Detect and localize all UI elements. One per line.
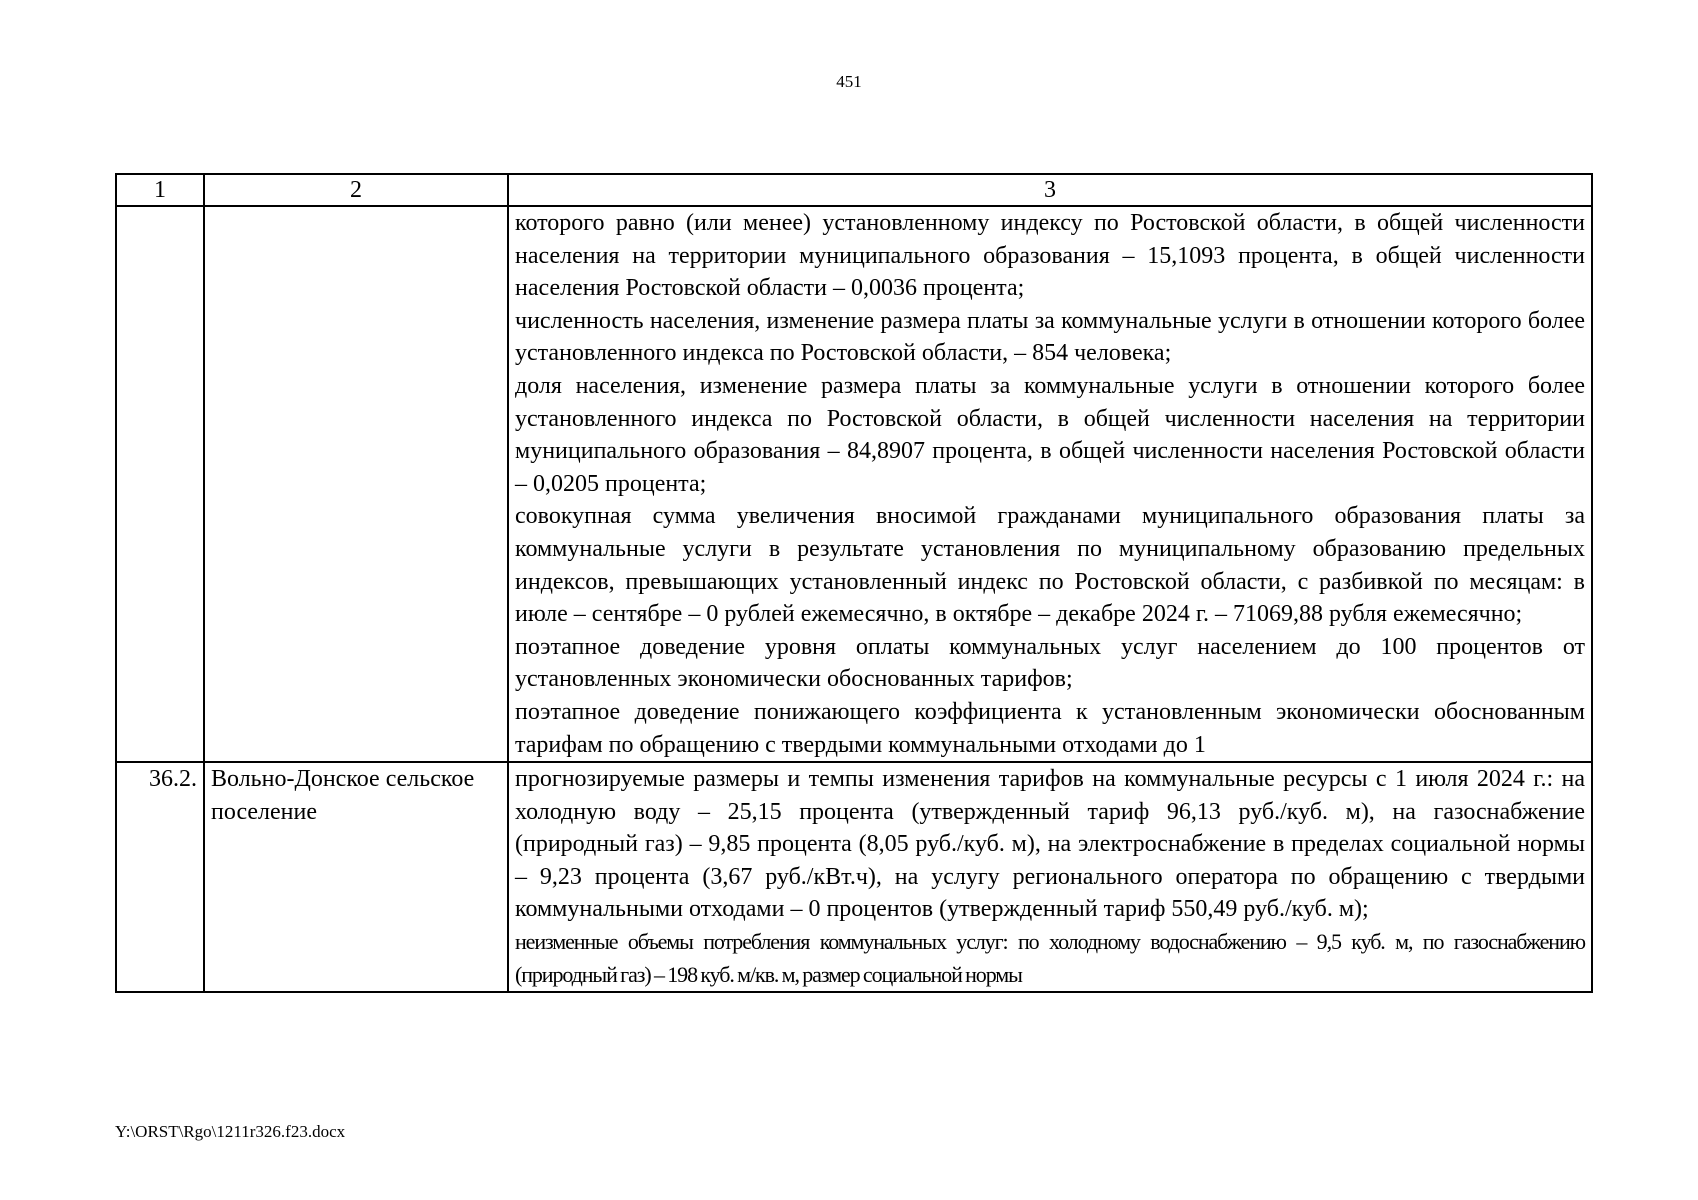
description-cell (508, 762, 1592, 992)
table-header-row (116, 174, 1592, 206)
municipality-name-cell: Вольно-Донское сельское поселение (204, 762, 508, 992)
paragraph: которого равно (или менее) установленному индексу по Ростовской области, в общей численности населения на территории муниципального образования – 15,1093 процента, в общей численности населения Ростовской области – 0,0036 процента; (515, 210, 1585, 302)
column-header-2: 2 (204, 174, 508, 206)
municipality-name-cell (204, 206, 508, 762)
table-row (116, 206, 1592, 762)
footer-file-path: Y:\ORST\Rgo\1211r326.f23.docx (115, 1122, 346, 1141)
paragraph: поэтапное доведение понижающего коэффициента к установленным экономически обоснованным тарифам по обращению с твердыми коммунальными отходами до 1 (515, 698, 1585, 758)
paragraph: поэтапное доведение уровня оплаты коммунальных услуг населением до 100 процентов от установленных экономически обоснованных тарифов; (515, 633, 1585, 693)
column-header-1: 1 (116, 174, 204, 206)
paragraph: неизменные объемы потребления коммунальных услуг: по холодному водоснабжению – 9,5 куб. м, по газоснабжению (природный газ) – 198 куб. м/кв. м, размер социальной нормы (515, 929, 1585, 987)
row-number-cell (116, 206, 204, 762)
description-cell (508, 206, 1592, 762)
document-table (115, 173, 1593, 993)
paragraph: прогнозируемые размеры и темпы изменения тарифов на коммунальные ресурсы с 1 июля 2024 г.: на холодную воду – 25,15 процента (утвержденный тариф 96,13 руб./куб. м), на газоснабжение (природный газ) – 9,85 процента (8,05 руб./куб. м), на электроснабжение в пределах социальной нормы – 9,23 процента (3,67 руб./кВт.ч), на услугу регионального оператора по обращению с твердыми коммунальными отходами – 0 процентов (утвержденный тариф 550,49 руб./куб. м); (515, 766, 1585, 923)
page-number: 451 (836, 72, 862, 91)
table-row (116, 762, 1592, 992)
column-header-3: 3 (508, 174, 1592, 206)
paragraph: совокупная сумма увеличения вносимой гражданами муниципального образования платы за коммунальные услуги в результате установления по муниципальному образованию предельных индексов, превышающих установленный индекс по Ростовской области, с разбивкой по месяцам: в июле – сентябре – 0 рублей ежемесячно, в октябре – декабре 2024 г. – 71069,88 рубля ежемесячно; (515, 503, 1585, 628)
paragraph: численность населения, изменение размера платы за коммунальные услуги в отношении которого более установленного индекса по Ростовской области, – 854 человека; (515, 307, 1585, 367)
row-number-cell: 36.2. (116, 762, 204, 992)
paragraph: доля населения, изменение размера платы за коммунальные услуги в отношении которого более установленного индекса по Ростовской области, в общей численности населения на территории муниципального образования – 84,8907 процента, в общей численности населения Ростовской области – 0,0205 процента; (515, 372, 1585, 497)
